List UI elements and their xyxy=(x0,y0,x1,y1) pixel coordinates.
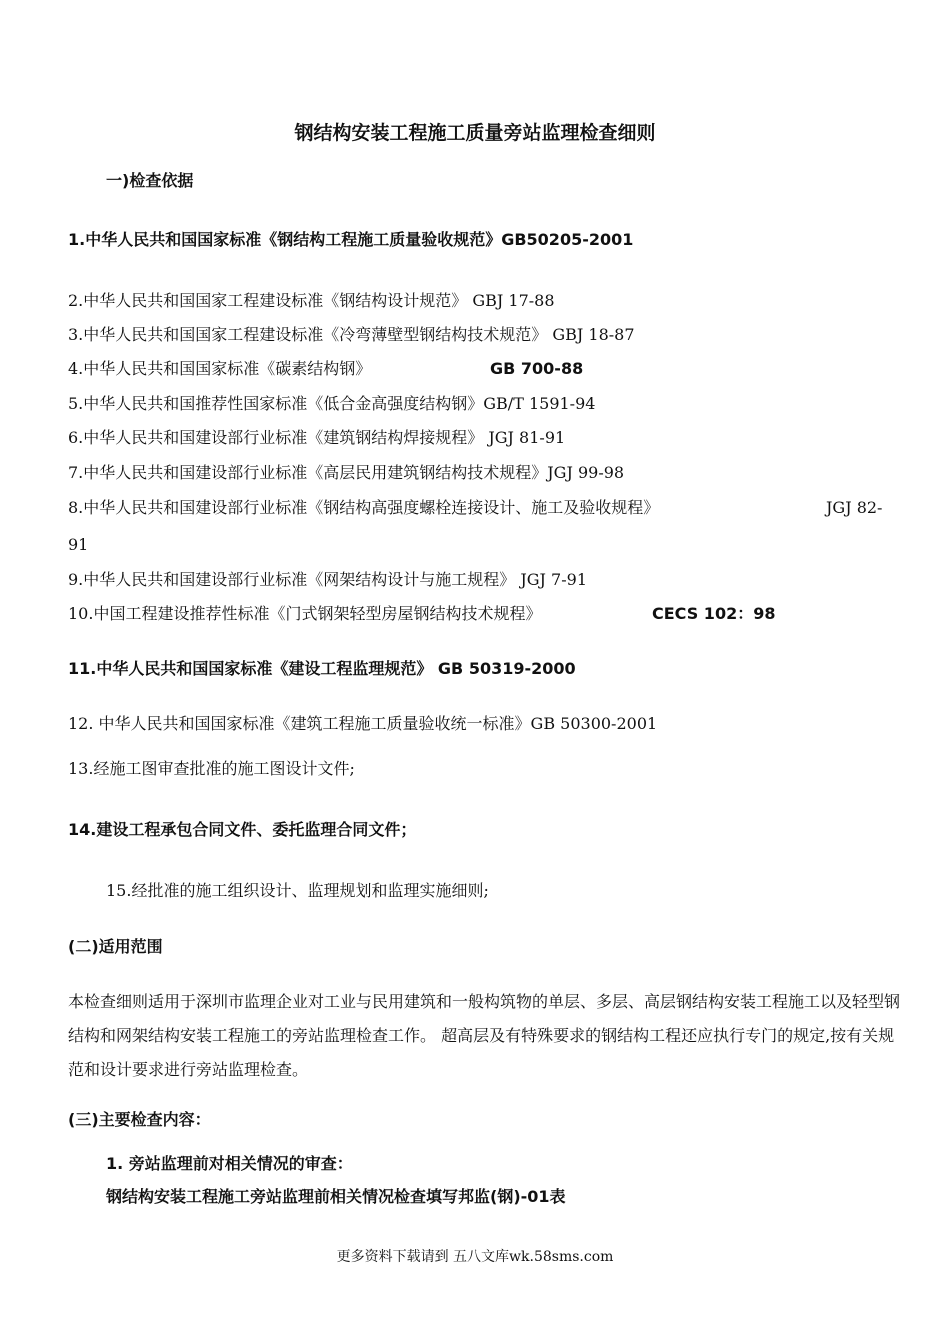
list-item: 4.中华人民共和国国家标准《碳素结构钢》 xyxy=(68,359,372,378)
list-item: 11.中华人民共和国国家标准《建设工程监理规范》 GB 50319-2000 xyxy=(68,659,576,678)
list-item: 3.中华人民共和国国家工程建设标准《冷弯薄壁型钢结构技术规范》 GBJ 18-87 xyxy=(68,325,635,344)
scope-paragraph: 本检查细则适用于深圳市监理企业对工业与民用建筑和一般构筑物的单层、多层、高层钢结构安装工程施工以及轻型钢结构和网架结构安装工程施工的旁站监理检查工作。 超高层及有特殊要求的钢结构工程还应执行专门的规定,按有关规范和设计要求进行旁站监理检查。 xyxy=(68,992,901,1079)
list-item-code: CECS 102：98 xyxy=(652,604,776,623)
subsection-note: 钢结构安装工程施工旁站监理前相关情况检查填写邦监(钢)-01表 xyxy=(106,1187,566,1206)
section-heading-basis: 一)检查依据 xyxy=(106,171,194,190)
list-item: 8.中华人民共和国建设部行业标准《钢结构高强度螺栓连接设计、施工及验收规程》 xyxy=(68,498,660,517)
list-item: 1.中华人民共和国国家标准《钢结构工程施工质量验收规范》GB50205-2001 xyxy=(68,230,634,249)
list-item: 15.经批准的施工组织设计、监理规划和监理实施细则; xyxy=(106,881,489,900)
list-item: 12. 中华人民共和国国家标准《建筑工程施工质量验收统一标准》GB 50300-2001 xyxy=(68,714,658,733)
section-heading-content: (三)主要检查内容： xyxy=(68,1110,211,1129)
list-item-continuation: 91 xyxy=(68,535,89,554)
list-item: 2.中华人民共和国国家工程建设标准《钢结构设计规范》 GBJ 17-88 xyxy=(68,291,555,310)
list-item: 5.中华人民共和国推荐性国家标准《低合金高强度结构钢》GB/T 1591-94 xyxy=(68,394,596,413)
subsection-heading: 1. 旁站监理前对相关情况的审查： xyxy=(106,1154,353,1173)
list-item: 7.中华人民共和国建设部行业标准《高层民用建筑钢结构技术规程》JGJ 99-98 xyxy=(68,463,625,482)
list-item: 10.中国工程建设推荐性标准《门式钢架轻型房屋钢结构技术规程》 xyxy=(68,604,542,623)
list-item-code: GB 700-88 xyxy=(490,359,584,378)
footer-note: 更多资料下载请到 五八文库wk.58sms.com xyxy=(336,1249,614,1265)
list-item-code: JGJ 82- xyxy=(826,498,883,517)
list-item: 9.中华人民共和国建设部行业标准《网架结构设计与施工规程》 JGJ 7-91 xyxy=(68,570,587,589)
list-item: 6.中华人民共和国建设部行业标准《建筑钢结构焊接规程》 JGJ 81-91 xyxy=(68,428,566,447)
section-heading-scope: (二)适用范围 xyxy=(68,937,163,956)
page-title: 钢结构安装工程施工质量旁站监理检查细则 xyxy=(294,122,656,144)
list-item: 13.经施工图审查批准的施工图设计文件; xyxy=(68,759,355,778)
list-item: 14.建设工程承包合同文件、委托监理合同文件； xyxy=(68,820,417,839)
